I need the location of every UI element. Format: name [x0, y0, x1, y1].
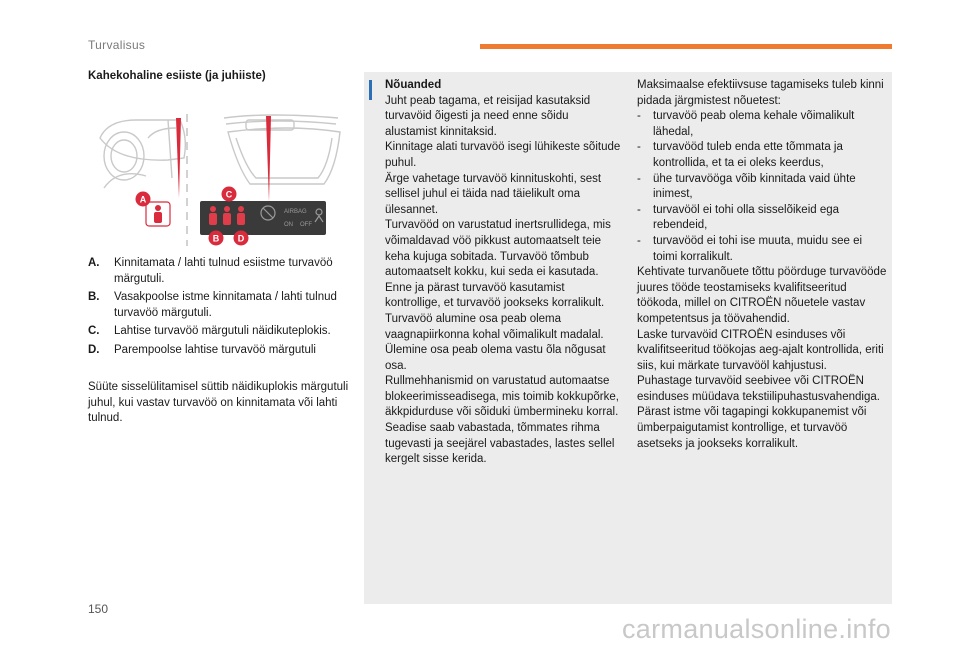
list-dash: - [637, 172, 641, 185]
tips-intro: Maksimaalse efektiivsuse tagamiseks tuleb kinni pidada järgmistest nõuetest: [637, 79, 884, 107]
legend-item-d [88, 343, 350, 359]
legend-text: Kinnitamata / lahti tulnud esiistme turvavöö märgutuli. [114, 257, 333, 285]
tips-paragraph: Turvavöö alumine osa peab olema vaagnapiirkonna kohal võimalikult madalal. [385, 312, 604, 341]
seatbelt-icon-left [209, 206, 217, 225]
tips-column-1 [385, 78, 623, 468]
tips-paragraph: Kinnitage alati turvavöö isegi lühikeste sõitude puhul. [385, 141, 621, 169]
callout-b-label: B [212, 233, 220, 244]
cluster-seatbelt-icon [154, 205, 162, 223]
legend-item-b [88, 290, 350, 321]
tips-paragraph: Turvavööd on varustatud inertsrullidega, mis võimaldavad vöö pikkust automaatselt teie keha kujuga sobitada. Turvavöö tõmbub automaatselt kokku, kui seda ei kasutada. [385, 219, 611, 279]
legend-item-c [88, 324, 350, 340]
tips-paragraph: Rullmehhanismid on varustatud automaatse blokeerimisseadisega, mis toimib kokkupõrke, äkkpidurduse või sõiduki ümbermineku korral. Seadise saab vabastada, tõmmates rihma tugevasti ja seejärel vabastades, lastes sellel kergelt sisse kerida. [385, 375, 619, 466]
callout-legend [88, 256, 350, 362]
dashboard-drawing [224, 115, 340, 184]
left-column-title: Kahekohaline esiiste (ja juhiiste) [88, 70, 266, 82]
seatbelt-icon-right [237, 206, 245, 225]
page-number: 150 [88, 602, 109, 616]
airbag-label: AIRBAG [284, 209, 307, 215]
legend-text: Vasakpoolse istme kinnitamata / lahti tulnud turvavöö märgutuli. [114, 291, 337, 319]
seatbelt-warning-illustration [88, 98, 350, 248]
tips-paragraph: Kehtivate turvanõuete tõttu pöörduge turvavööde juures tööde teostamiseks kvalifitseeritud töökoda, millel on CITROËN nõuetele vastav kompetentsus ja töövahendid. [637, 266, 887, 325]
requirement-item [637, 234, 887, 265]
callout-c-label: C [225, 189, 233, 200]
callout-d-label: D [237, 233, 245, 244]
airbag-off-label: OFF [300, 222, 312, 228]
seatbelt-icon-center [223, 206, 231, 225]
watermark-text: carmanualsonline.info [622, 614, 891, 644]
requirement-item [637, 109, 887, 140]
list-dash: - [637, 203, 641, 216]
legend-text: Parempoolse lahtise turvavöö märgutuli [114, 343, 316, 356]
legend-key: D. [88, 343, 100, 356]
tips-column-2 [637, 78, 887, 452]
requirement-item [637, 172, 887, 203]
tips-paragraph: Puhastage turvavöid seebivee või CITROËN esinduses müüdava tekstiilipuhastusvahendiga. [637, 375, 880, 403]
requirement-item [637, 203, 887, 234]
tips-title: Nõuanded [385, 79, 442, 91]
list-dash: - [637, 234, 641, 247]
tips-paragraph: Juht peab tagama, et reisijad kasutaksid turvavöid õigesti ja need enne sõidu alustamist kinnitaksid. [385, 94, 591, 138]
legend-key: C. [88, 325, 100, 338]
tips-marker [369, 80, 372, 100]
section-header: Turvalisus [88, 38, 146, 52]
requirement-text: ühe turvavööga võib kinnitada vaid ühte inimest, [653, 172, 856, 201]
legend-note-paragraph: Süüte sisselülitamisel süttib näidikuplokis märgutuli juhul, kui vastav turvavöö on kinnitamata või lahti tulnud. [88, 381, 349, 425]
list-dash: - [637, 141, 641, 154]
arrow-to-overhead [266, 116, 271, 202]
legend-key: B. [88, 291, 100, 304]
tips-paragraph: Enne ja pärast turvavöö kasutamist kontrollige, et turvavöö jookseks korralikult. [385, 281, 605, 310]
requirement-item [637, 140, 887, 171]
legend-key: A. [88, 257, 100, 269]
callout-a-label: A [139, 194, 147, 205]
section-accent-bar [480, 44, 892, 49]
tips-paragraph: Laske turvavöid CITROËN esinduses või kvalifitseeritud töökojas aeg-ajalt kontrollida, eriti siis, kui märkate turvavööl kahjustusi. [637, 328, 884, 372]
tips-paragraph: Pärast istme või tagapingi kokkupanemist või ümberpaigutamist kontrollige, et turvavöö asetseks ja jookseks korralikult. [637, 406, 867, 450]
tips-paragraph: Ülemine osa peab olema vastu õla nõgusat osa. [385, 344, 606, 372]
requirement-text: turvavööd ei tohi ise muuta, muidu see ei toimi korralikult. [653, 234, 863, 263]
requirement-text: turvavööd tuleb enda ette tõmmata ja kontrollida, et ta ei oleks keerdus, [653, 141, 843, 169]
legend-item-a [88, 256, 350, 287]
list-dash: - [637, 110, 641, 123]
legend-text: Lahtise turvavöö märgutuli näidikuteplokis. [114, 325, 331, 338]
requirement-text: turvavööl ei tohi olla sisselõikeid ega rebendeid, [653, 203, 840, 232]
tips-paragraph: Ärge vahetage turvavöö kinnituskohti, sest sellisel juhul ei täida nad täielikult oma ülesannet. [385, 172, 602, 216]
instrument-cluster-drawing [100, 120, 185, 188]
airbag-on-label: ON [284, 222, 293, 228]
requirement-text: turvavöö peab olema kehale võimalikult lähedal, [653, 110, 855, 138]
